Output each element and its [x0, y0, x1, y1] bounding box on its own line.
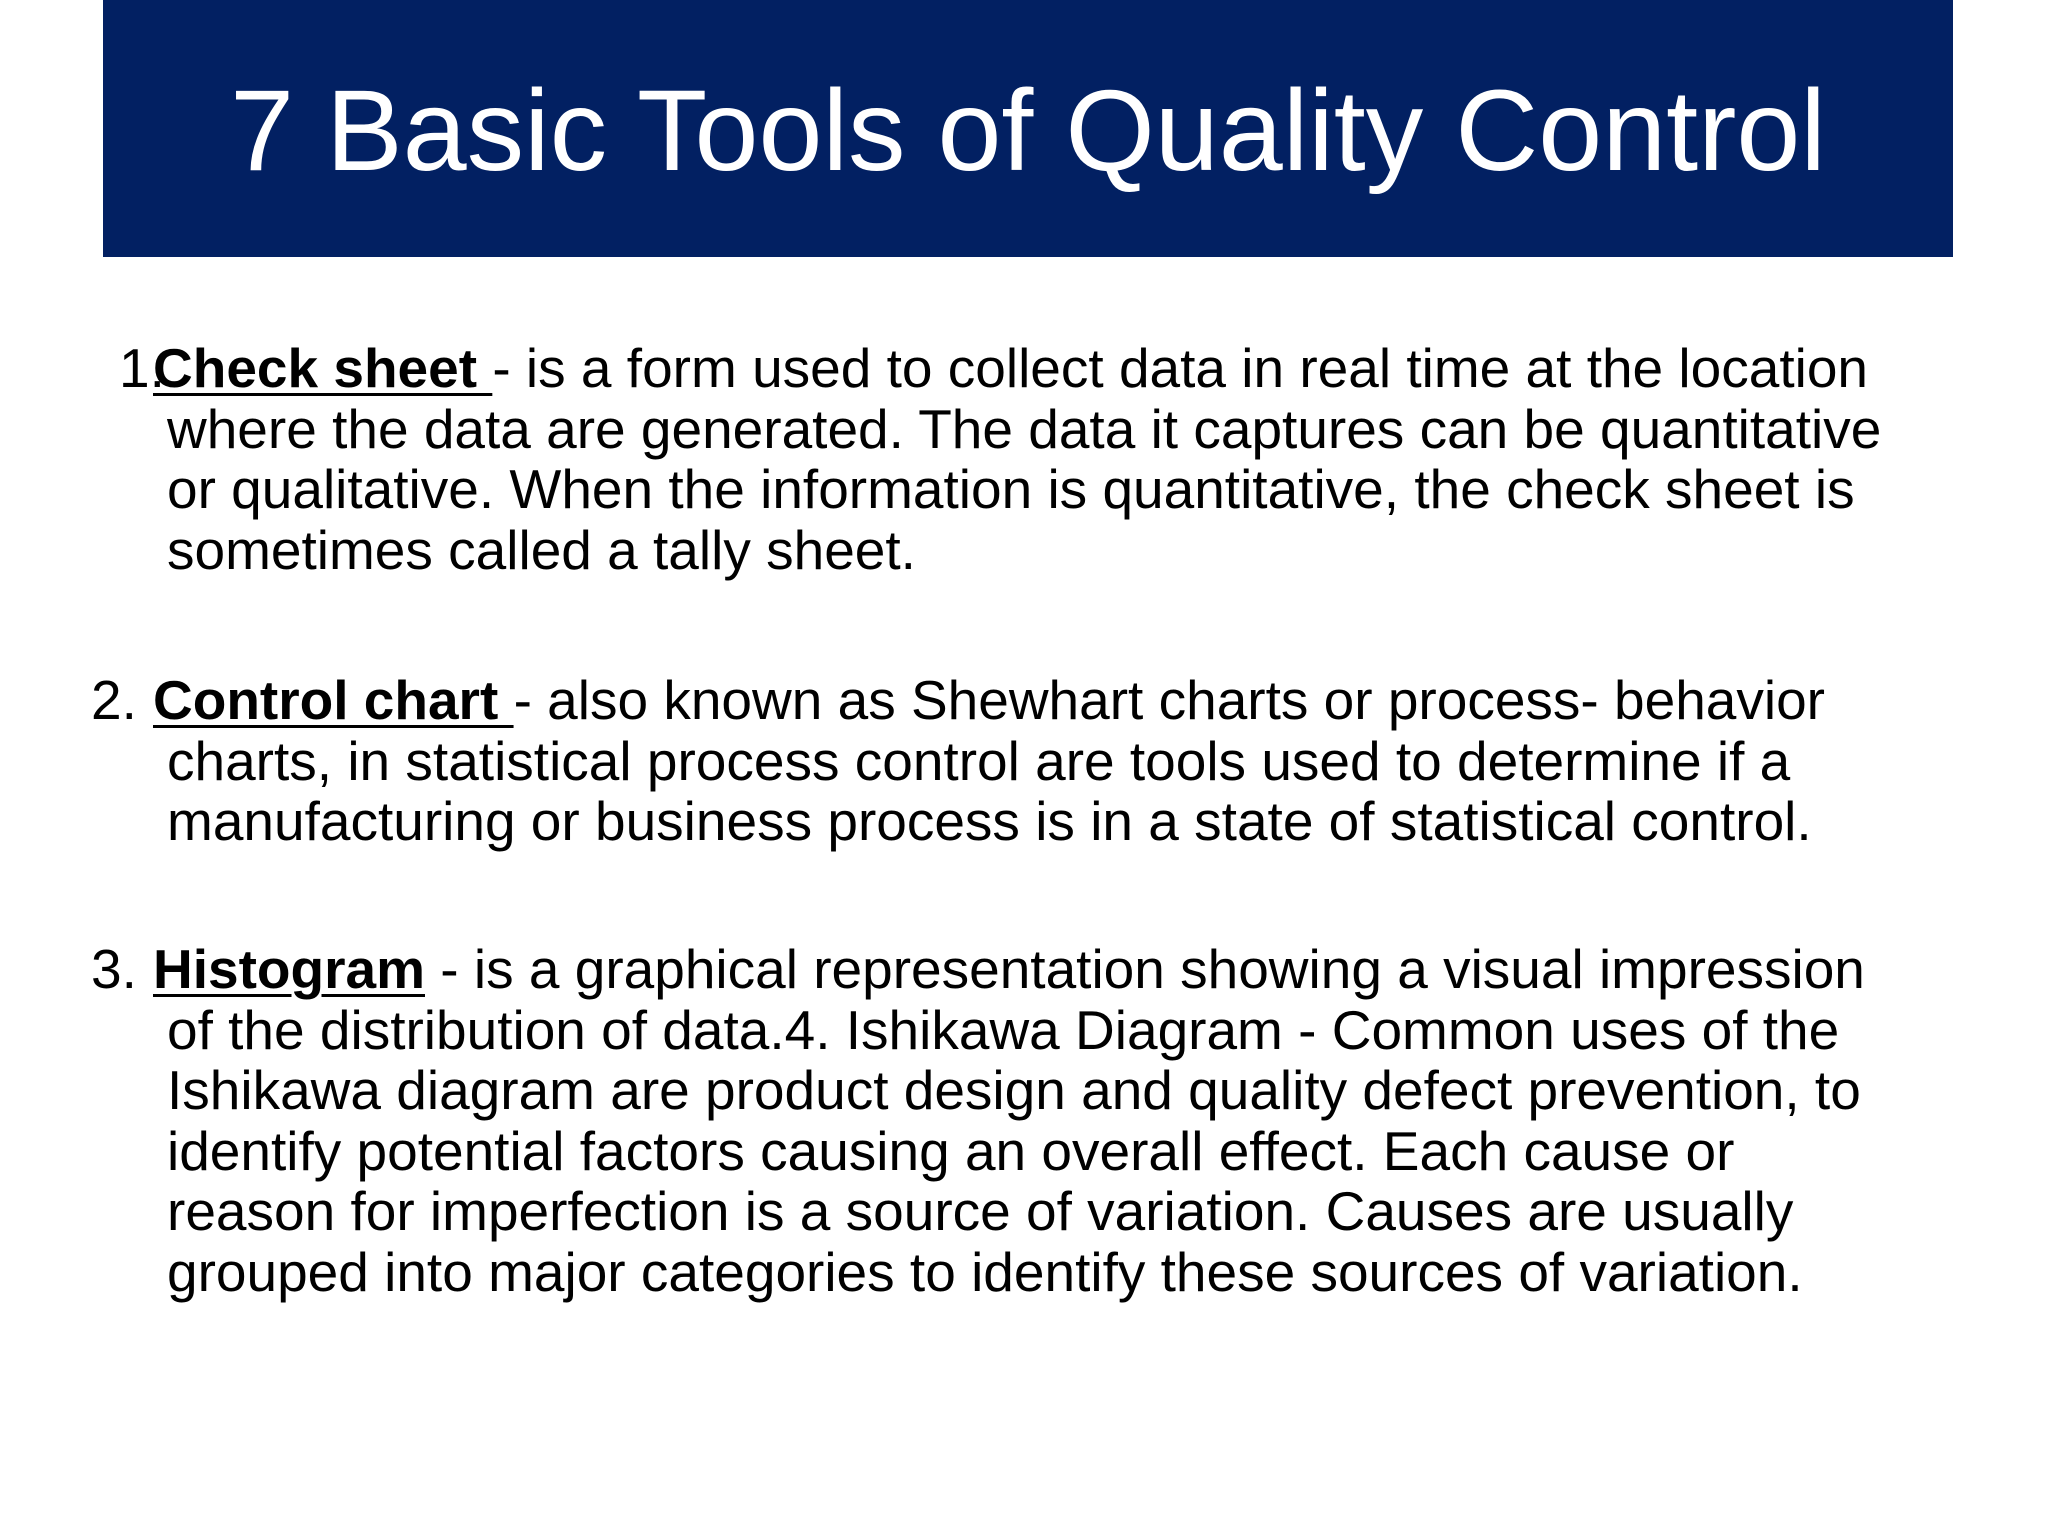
- term-check-sheet: Check sheet: [153, 337, 493, 399]
- list-item-check-sheet: [119, 337, 2007, 581]
- item-text-line: - is a graphical representation showing a visual impression: [425, 938, 1865, 1000]
- item-text-line: where the data are generated. The data it captures can be quantitative: [167, 397, 1882, 460]
- list-item-histogram: [91, 938, 2007, 1303]
- item-number: 2.: [91, 669, 137, 731]
- item-text-line: charts, in statistical process control are tools used to determine if a: [167, 729, 1791, 792]
- term-control-chart: Control chart: [153, 669, 514, 731]
- item-text-line: manufacturing or business process is in a state of statistical control.: [167, 790, 1812, 852]
- item-text-line: sometimes called a tally sheet.: [167, 518, 916, 581]
- slide-title: 7 Basic Tools of Quality Control: [230, 67, 1826, 195]
- term-histogram: Histogram: [153, 938, 425, 1000]
- item-text-line: of the distribution of data.4. Ishikawa Diagram - Common uses of the: [167, 998, 1840, 1061]
- item-text-line: or qualitative. When the information is quantitative, the check sheet is: [167, 458, 1855, 520]
- item-text-line: - also known as Shewhart charts or process- behavior: [513, 669, 1825, 731]
- item-text-line: grouped into major categories to identify these sources of variation.: [167, 1240, 1803, 1303]
- title-banner: [103, 0, 1953, 257]
- list-item-control-chart: [91, 669, 2007, 852]
- item-text-line: reason for imperfection is a source of variation. Causes are usually: [167, 1180, 1794, 1242]
- item-number: 1.: [119, 337, 165, 399]
- item-text-line: Ishikawa diagram are product design and quality defect prevention, to: [167, 1059, 1861, 1121]
- item-text-line: identify potential factors causing an overall effect. Each cause or: [167, 1119, 1735, 1182]
- item-text-line: - is a form used to collect data in real time at the location: [492, 337, 1868, 399]
- item-number: 3.: [91, 938, 137, 1000]
